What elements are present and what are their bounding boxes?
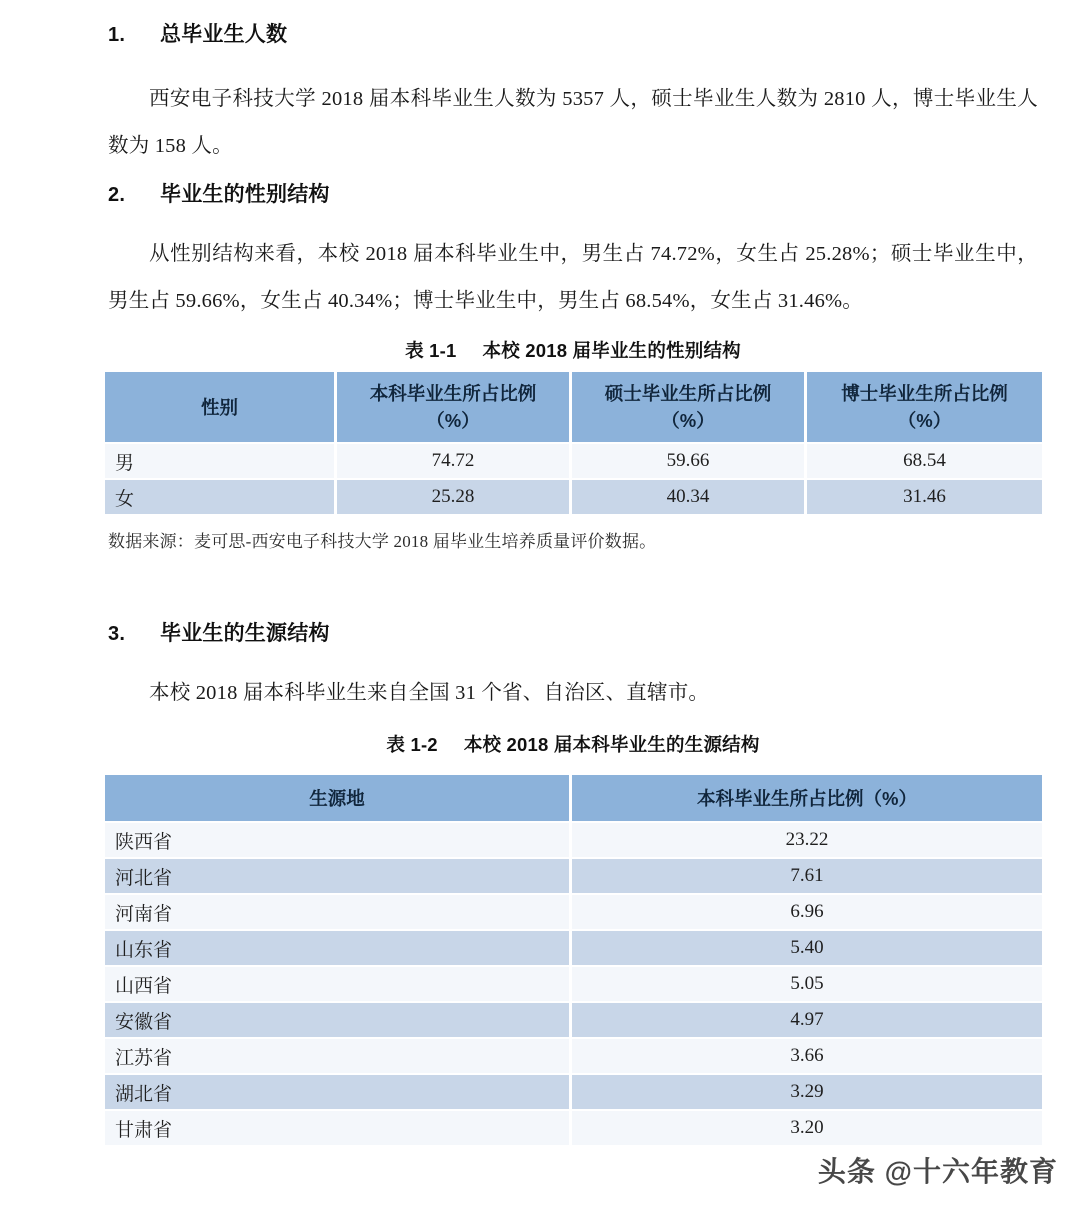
watermark-text: 头条 @十六年教育 xyxy=(817,1156,1058,1187)
table-row xyxy=(105,1039,1042,1075)
cell-doctor: 31.46 xyxy=(807,480,1042,516)
table-1-1-col-master xyxy=(572,372,807,444)
table-1-2 xyxy=(105,775,1042,1147)
cell-percent: 5.40 xyxy=(572,931,1042,967)
cell-province: 湖北省 xyxy=(105,1075,572,1111)
cell-percent: 5.05 xyxy=(572,967,1042,1003)
table-1-1-header-row xyxy=(105,372,1042,444)
table-row xyxy=(105,1111,1042,1147)
cell-percent: 4.97 xyxy=(572,1003,1042,1039)
cell-master: 59.66 xyxy=(572,444,807,480)
table-1-2-body xyxy=(105,823,1042,1147)
cell-province: 山东省 xyxy=(105,931,572,967)
cell-percent: 23.22 xyxy=(572,823,1042,859)
section-2-title: 毕业生的性别结构 xyxy=(160,183,330,206)
cell-province: 河北省 xyxy=(105,859,572,895)
section-3-number: 3. xyxy=(108,623,126,645)
section-3-paragraph: 本校 2018 届本科毕业生来自全国 31 个省、自治区、直辖市。 xyxy=(149,682,710,704)
cell-percent: 3.20 xyxy=(572,1111,1042,1147)
header-line-unit: （%） xyxy=(426,410,480,431)
table-row xyxy=(105,931,1042,967)
cell-bachelor: 74.72 xyxy=(337,444,572,480)
cell-gender: 女 xyxy=(105,480,337,516)
table-1-2-wrapper xyxy=(105,775,1042,1147)
header-line-main: 本科毕业生所占比例 xyxy=(369,383,537,404)
cell-percent: 7.61 xyxy=(572,859,1042,895)
table-1-2-header-row xyxy=(105,775,1042,823)
cell-province: 河南省 xyxy=(105,895,572,931)
section-1-paragraph: 西安电子科技大学 2018 届本科毕业生人数为 5357 人，硕士毕业生人数为 2810 人，博士毕业生人数为 158 人。 xyxy=(108,88,1038,157)
table-row xyxy=(105,823,1042,859)
section-2-heading xyxy=(108,178,1038,208)
header-line-unit: （%） xyxy=(897,410,952,431)
section-1-heading xyxy=(108,18,1038,48)
cell-province: 江苏省 xyxy=(105,1039,572,1075)
table-1-1-caption xyxy=(108,337,1038,363)
cell-province: 安徽省 xyxy=(105,1003,572,1039)
header-line-unit: （%） xyxy=(661,410,715,431)
section-3-title: 毕业生的生源结构 xyxy=(160,622,330,645)
section-1-title: 总毕业生人数 xyxy=(160,23,288,46)
table-row xyxy=(105,1003,1042,1039)
section-2-paragraph: 从性别结构来看，本校 2018 届本科毕业生中，男生占 74.72%，女生占 25.28%；硕士毕业生中，男生占 59.66%，女生占 40.34%；博士毕业生中，男生占 68.54%，女生占 31.46%。 xyxy=(108,243,1038,312)
table-row xyxy=(105,895,1042,931)
table-row xyxy=(105,967,1042,1003)
table-row xyxy=(105,444,1042,480)
table-row xyxy=(105,480,1042,516)
table-1-1-wrapper xyxy=(105,372,1042,516)
table-1-2-caption xyxy=(108,731,1038,757)
cell-percent: 3.29 xyxy=(572,1075,1042,1111)
table-1-1-caption-label: 表 1-1 xyxy=(405,340,457,361)
cell-province: 陕西省 xyxy=(105,823,572,859)
table-1-1-caption-text: 本校 2018 届毕业生的性别结构 xyxy=(482,340,741,361)
table-1-2-caption-label: 表 1-2 xyxy=(386,734,438,755)
cell-bachelor: 25.28 xyxy=(337,480,572,516)
cell-gender: 男 xyxy=(105,444,337,480)
table-1-1 xyxy=(105,372,1042,516)
cell-province: 山西省 xyxy=(105,967,572,1003)
header-line-main: 博士毕业生所占比例 xyxy=(841,383,1008,404)
section-3-heading xyxy=(108,617,1038,647)
cell-province: 甘肃省 xyxy=(105,1111,572,1147)
cell-percent: 6.96 xyxy=(572,895,1042,931)
table-1-2-col-percent: 本科毕业生所占比例（%） xyxy=(572,775,1042,823)
table-row xyxy=(105,1075,1042,1111)
header-line-main: 硕士毕业生所占比例 xyxy=(604,383,772,404)
section-2-number: 2. xyxy=(108,184,126,206)
table-1-2-col-province: 生源地 xyxy=(105,775,572,823)
table-1-2-caption-text: 本校 2018 届本科毕业生的生源结构 xyxy=(463,734,760,755)
table-1-1-col-gender xyxy=(105,372,337,444)
table-1-1-col-bachelor xyxy=(337,372,572,444)
header-line-main: 性别 xyxy=(200,396,238,418)
cell-percent: 3.66 xyxy=(572,1039,1042,1075)
cell-master: 40.34 xyxy=(572,480,807,516)
section-1-number: 1. xyxy=(108,24,126,46)
table-row xyxy=(105,859,1042,895)
table-1-1-source-note: 数据来源：麦可思-西安电子科技大学 2018 届毕业生培养质量评价数据。 xyxy=(108,532,657,551)
cell-doctor: 68.54 xyxy=(807,444,1042,480)
table-1-1-col-doctor xyxy=(807,372,1042,444)
